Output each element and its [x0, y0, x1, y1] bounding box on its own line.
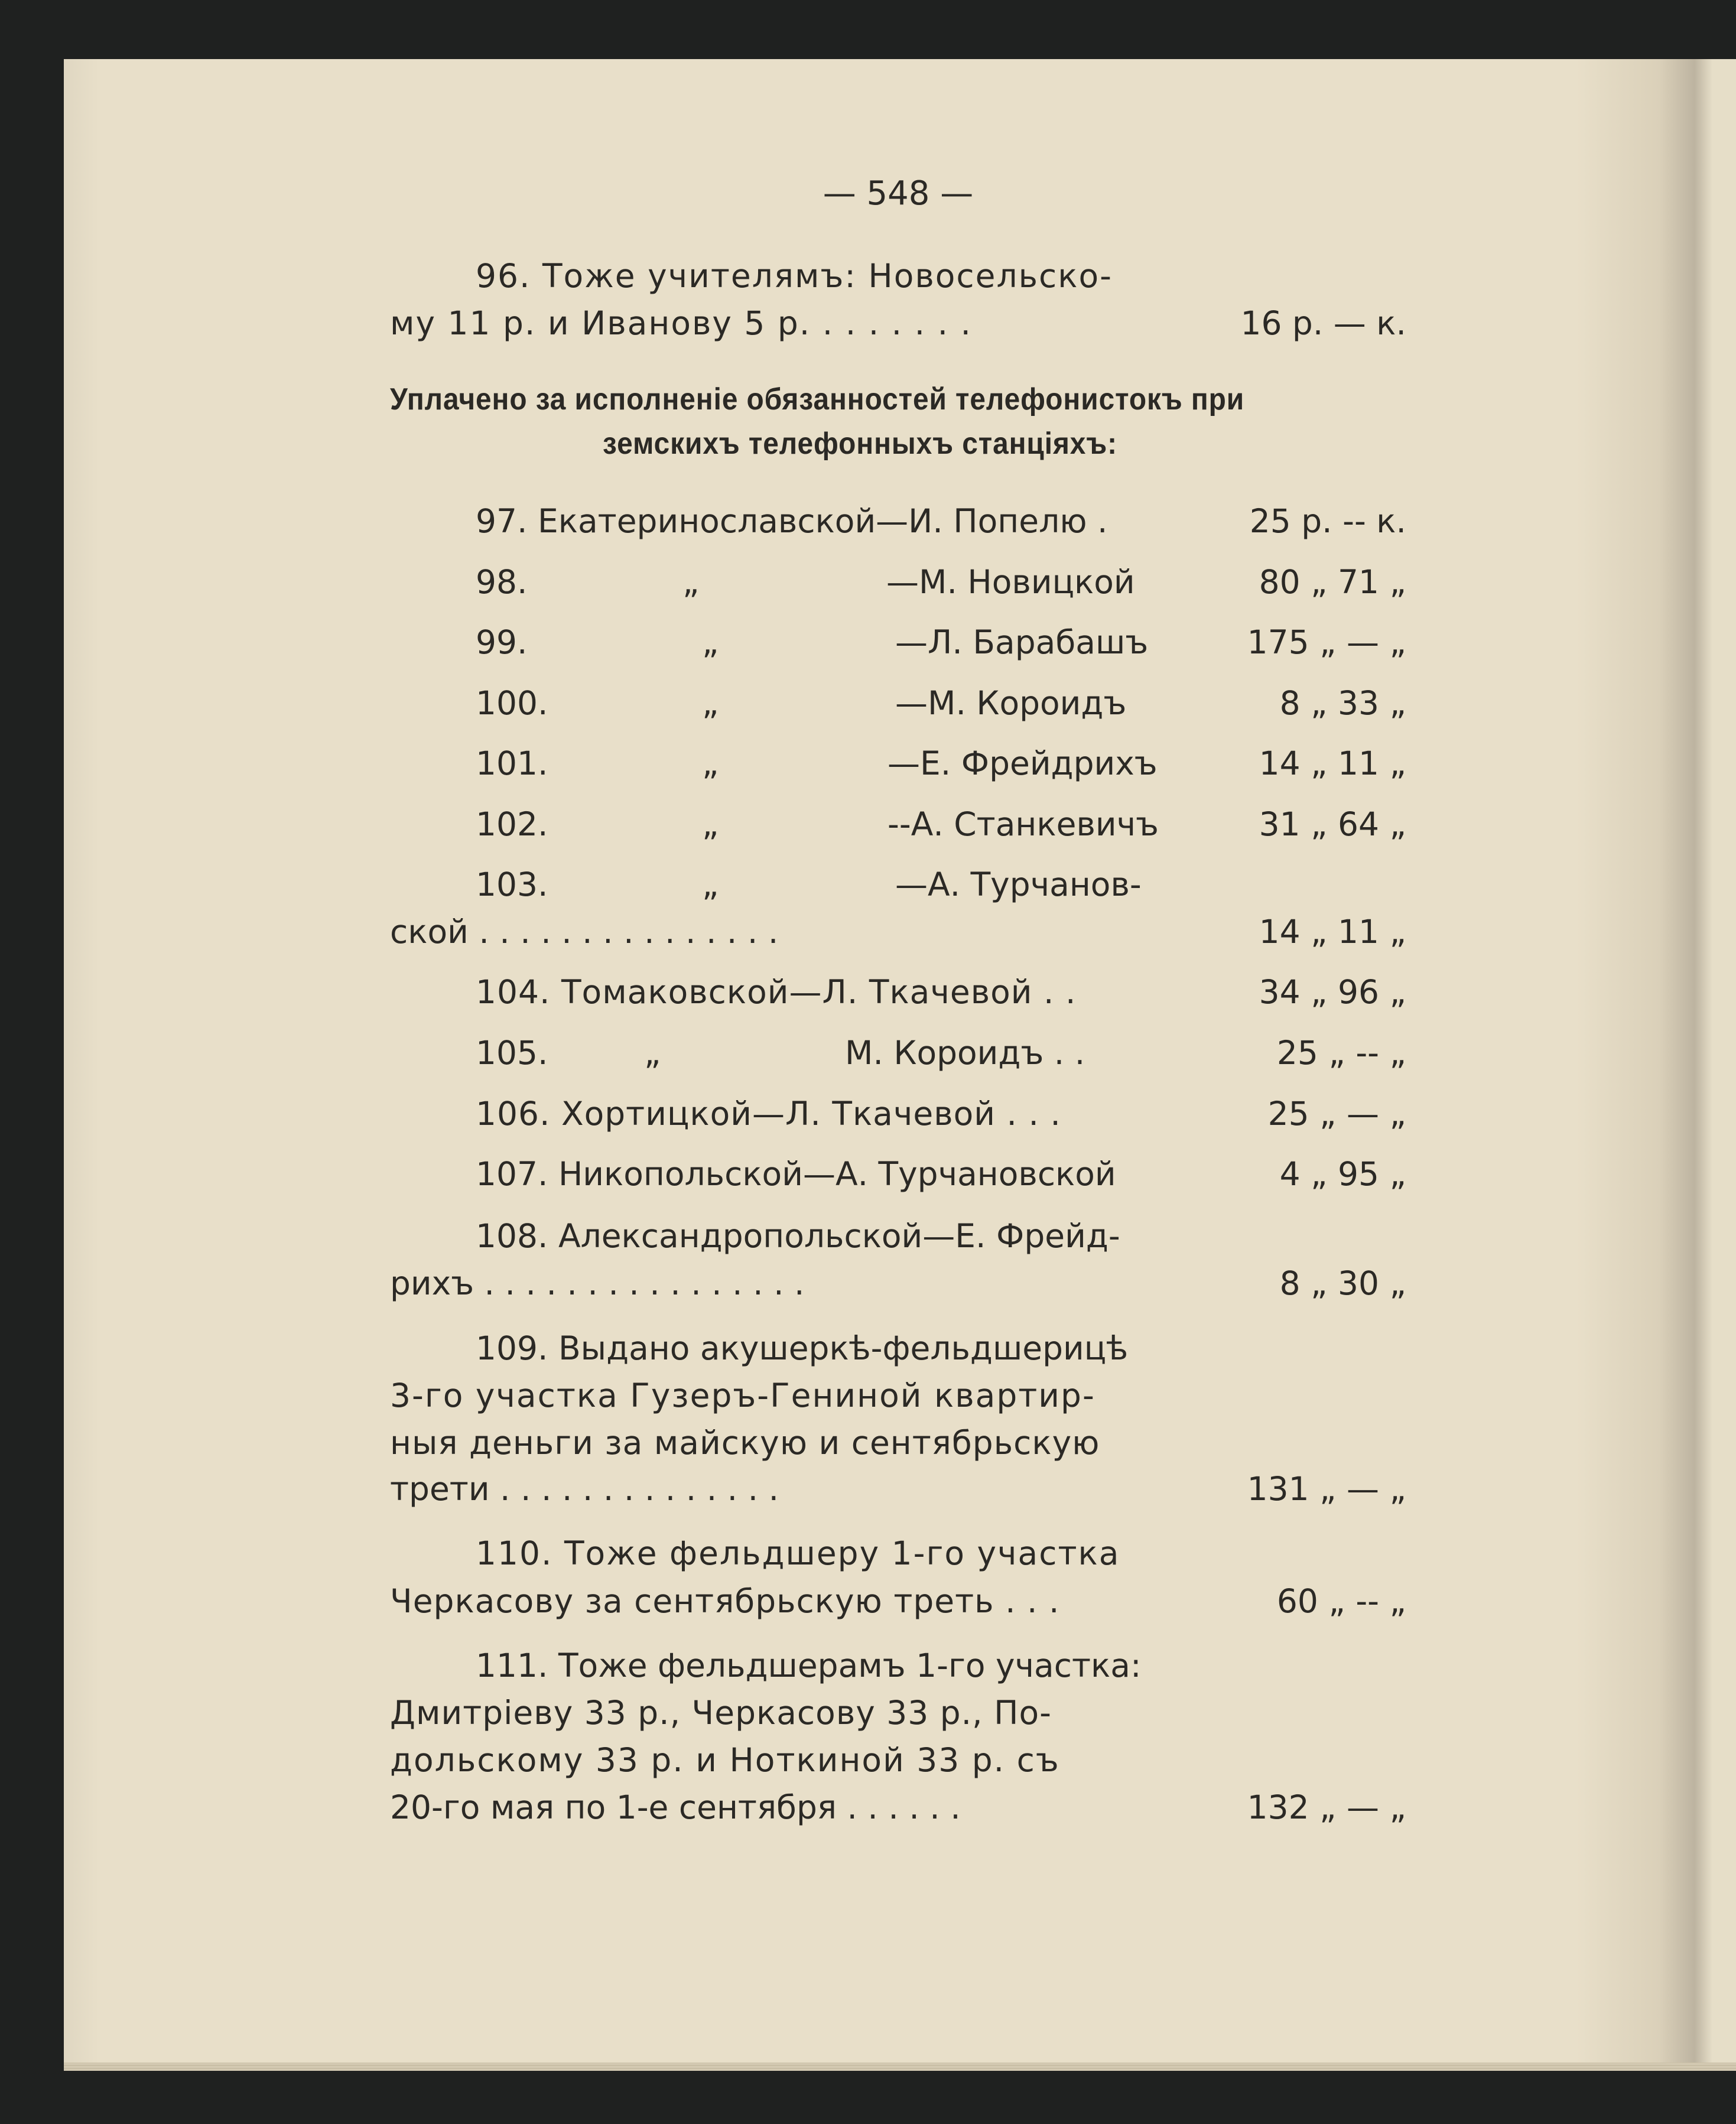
ditto-mark: „ [682, 563, 700, 601]
item-text: ныя деньги за майскую и сентябрьскую [390, 1424, 1100, 1462]
item-number: 100. [476, 684, 548, 722]
item-109-line3 [390, 1424, 1406, 1468]
item-text: Дмитріеву 33 р., Черкасову 33 р., По- [390, 1694, 1052, 1732]
item-amount: 34 „ 96 „ [1259, 973, 1406, 1011]
item-number: 105. [476, 1034, 548, 1072]
item-amount: 25 р. -- к. [1249, 502, 1406, 540]
item-103 [390, 866, 1406, 910]
item-text: Черкасову за сентябрьскую треть . . . [390, 1582, 1060, 1620]
item-text: 109. Выдано акушеркѣ-фельдшерицѣ [476, 1329, 1129, 1367]
item-text: трети . . . . . . . . . . . . . . [390, 1470, 779, 1508]
item-101 [390, 744, 1406, 789]
item-102 [390, 805, 1406, 850]
item-111-line3 [390, 1741, 1406, 1785]
item-text: 3-го участка Гузеръ-Гениной квартир- [390, 1377, 1095, 1414]
ditto-mark: „ [702, 744, 719, 782]
item-amount: 25 „ -- „ [1276, 1034, 1406, 1072]
item-text: —Л. Барабашъ [895, 623, 1149, 661]
ditto-mark: „ [702, 805, 719, 843]
item-text: 107. Никопольской—А. Турчановской [476, 1155, 1116, 1193]
item-103-continued [390, 913, 1406, 957]
item-amount: 4 „ 95 „ [1279, 1155, 1406, 1193]
item-96-line1 [390, 257, 1406, 301]
item-text: —М. Короидъ [895, 684, 1127, 722]
item-number: 102. [476, 805, 548, 843]
item-96-line2 [390, 304, 1406, 349]
item-text: дольскому 33 р. и Ноткиной 33 р. съ [390, 1741, 1060, 1779]
item-amount: 14 „ 11 „ [1259, 744, 1406, 782]
item-number: 103. [476, 866, 548, 903]
item-108-line1 [390, 1217, 1406, 1261]
item-amount: 8 „ 33 „ [1279, 684, 1406, 722]
item-text: —А. Турчанов- [895, 866, 1142, 903]
section-heading-line1: Уплачено за исполненіе обязанностей телефонистокъ при [390, 382, 1245, 417]
item-amount: 80 „ 71 „ [1259, 563, 1406, 601]
item-111-line1 [390, 1647, 1406, 1691]
item-number: 97. [476, 502, 528, 540]
item-97 [390, 502, 1406, 547]
item-amount: 31 „ 64 „ [1259, 805, 1406, 843]
item-text: 104. Томаковской—Л. Ткачевой . . [476, 973, 1077, 1011]
item-text: ской . . . . . . . . . . . . . . . [390, 913, 779, 951]
ditto-mark: „ [644, 1034, 661, 1072]
item-text: 106. Хортицкой—Л. Ткачевой . . . [476, 1095, 1061, 1133]
item-96-text1: 96. Тоже учителямъ: Новосельско- [476, 257, 1113, 295]
item-text: 111. Тоже фельдшерамъ 1-го участка: [476, 1647, 1142, 1684]
item-text: —М. Новицкой [886, 563, 1135, 601]
item-105 [390, 1034, 1406, 1078]
item-107 [390, 1155, 1406, 1199]
item-text: --А. Станкевичъ [887, 805, 1159, 843]
item-111-line4 [390, 1788, 1406, 1833]
item-110-line1 [390, 1534, 1406, 1579]
item-number: 98. [476, 563, 528, 601]
section-heading-line2: земскихъ телефонныхъ станціяхъ: [603, 427, 1117, 461]
item-99 [390, 623, 1406, 668]
item-number: 99. [476, 623, 528, 661]
item-amount: 175 „ — „ [1247, 623, 1406, 661]
item-text: М. Короидъ . . [845, 1034, 1085, 1072]
item-106 [390, 1095, 1406, 1139]
item-amount: 14 „ 11 „ [1259, 913, 1406, 951]
item-text: 20-го мая по 1-е сентября . . . . . . [390, 1788, 961, 1826]
item-number: 101. [476, 744, 548, 782]
item-100 [390, 684, 1406, 728]
item-amount: 8 „ 30 „ [1279, 1264, 1406, 1302]
item-amount: 131 „ — „ [1247, 1470, 1406, 1508]
ditto-mark: „ [702, 623, 719, 661]
ditto-mark: „ [702, 684, 719, 722]
item-text: —Е. Фрейдрихъ [887, 744, 1158, 782]
item-amount: 25 „ — „ [1267, 1095, 1406, 1133]
item-110-line2 [390, 1582, 1406, 1627]
page-number: — 548 — [823, 174, 974, 213]
item-109-line1 [390, 1329, 1406, 1374]
item-text: Екатеринославской—И. Попелю . [538, 502, 1108, 540]
item-text: рихъ . . . . . . . . . . . . . . . . [390, 1264, 805, 1302]
item-108-line2 [390, 1264, 1406, 1309]
item-104 [390, 973, 1406, 1017]
item-amount: 132 „ — „ [1247, 1788, 1406, 1826]
item-109-line4 [390, 1470, 1406, 1514]
item-98 [390, 563, 1406, 607]
item-text: 110. Тоже фельдшеру 1-го участка [476, 1534, 1120, 1572]
item-96-text2: му 11 р. и Иванову 5 р. . . . . . . . [390, 304, 973, 342]
item-amount: 60 „ -- „ [1276, 1582, 1406, 1620]
item-text: 108. Александропольской—Е. Фрейд- [476, 1217, 1120, 1255]
item-111-line2 [390, 1694, 1406, 1738]
item-109-line2 [390, 1377, 1406, 1421]
ditto-mark: „ [702, 866, 719, 903]
item-96-amount: 16 р. — к. [1240, 304, 1406, 342]
page-edge [64, 2063, 1736, 2071]
